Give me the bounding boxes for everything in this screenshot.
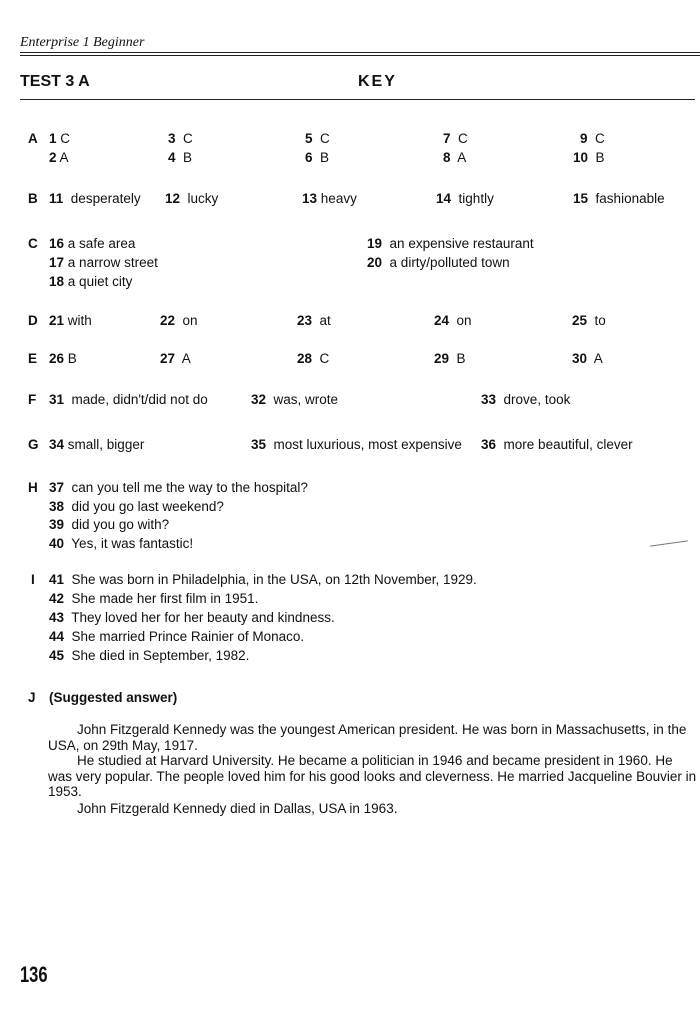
answer-number: 4 bbox=[168, 150, 176, 165]
essay-paragraph: John Fitzgerald Kennedy was the youngest American president. He was born in Massachusetts, in the USA, on 29th May, 1917. bbox=[48, 722, 687, 753]
title-rule bbox=[20, 99, 695, 100]
answer-text: did you go last weekend? bbox=[71, 499, 224, 514]
answer-number: 12 bbox=[165, 191, 181, 206]
answer-item bbox=[49, 480, 308, 496]
answer-item bbox=[165, 191, 218, 207]
answer-text: an expensive restaurant bbox=[389, 236, 534, 251]
answer-number: 23 bbox=[297, 313, 313, 328]
answer-number: 3 bbox=[168, 131, 176, 146]
answer-text: drove, took bbox=[503, 392, 571, 407]
answer-text: at bbox=[319, 313, 331, 328]
answer-item bbox=[49, 517, 169, 533]
answer-item bbox=[434, 351, 466, 367]
answer-number: 37 bbox=[49, 480, 65, 495]
answer-number: 17 bbox=[49, 255, 65, 270]
answer-text: B bbox=[320, 150, 330, 165]
answer-number: 5 bbox=[305, 131, 313, 146]
answer-text: C bbox=[595, 131, 605, 146]
answer-item bbox=[49, 591, 258, 607]
answer-number: 32 bbox=[251, 392, 267, 407]
answer-number: 21 bbox=[49, 313, 65, 328]
answer-item bbox=[443, 150, 466, 166]
answer-number: 34 bbox=[49, 437, 65, 452]
answer-text: A bbox=[593, 351, 603, 366]
answer-item bbox=[49, 499, 224, 515]
answer-number: 39 bbox=[49, 517, 65, 532]
answer-text: a quiet city bbox=[67, 274, 133, 289]
answer-item bbox=[168, 150, 192, 166]
page-number: 136 bbox=[20, 962, 48, 987]
answer-item bbox=[160, 351, 191, 367]
answer-item bbox=[297, 351, 329, 367]
answer-item bbox=[168, 131, 193, 147]
section-label-d: D bbox=[28, 313, 38, 328]
answer-text: to bbox=[594, 313, 606, 328]
answer-item bbox=[49, 274, 132, 290]
answer-text: They loved her for her beauty and kindness. bbox=[71, 610, 335, 625]
answer-item bbox=[481, 437, 633, 453]
answer-item bbox=[49, 610, 335, 626]
answer-text: tightly bbox=[458, 191, 494, 206]
answer-text: Yes, it was fantastic! bbox=[71, 536, 194, 551]
answer-number: 1 bbox=[49, 131, 57, 146]
answer-item bbox=[436, 191, 494, 207]
answer-number: 6 bbox=[305, 150, 313, 165]
answer-item bbox=[49, 351, 77, 367]
answer-number: 16 bbox=[49, 236, 65, 251]
section-label-a: A bbox=[28, 131, 38, 146]
answer-text: C bbox=[183, 131, 193, 146]
answer-item bbox=[580, 131, 605, 147]
answer-text: B bbox=[595, 150, 605, 165]
answer-text: B bbox=[183, 150, 193, 165]
essay-paragraph: John Fitzgerald Kennedy died in Dallas, USA in 1963. bbox=[77, 801, 398, 816]
answer-number: 29 bbox=[434, 351, 450, 366]
header-rule-top bbox=[20, 52, 700, 53]
answer-text: lucky bbox=[187, 191, 219, 206]
key-label: KEY bbox=[358, 73, 397, 90]
answer-number: 28 bbox=[297, 351, 313, 366]
answer-number: 30 bbox=[572, 351, 588, 366]
answer-text: C bbox=[60, 131, 71, 146]
answer-item bbox=[49, 648, 249, 664]
answer-text: a narrow street bbox=[67, 255, 158, 270]
answer-text: was, wrote bbox=[273, 392, 339, 407]
answer-number: 43 bbox=[49, 610, 65, 625]
answer-item bbox=[49, 572, 477, 588]
answer-number: 19 bbox=[367, 236, 383, 251]
essay-paragraph: He studied at Harvard University. He became a politician in 1946 and became president in 1960. He was very popular. The people loved him for his good looks and cleverness. He married Jacqueline Bouvier in 1953. bbox=[48, 753, 697, 799]
answer-text: small, bigger bbox=[67, 437, 145, 452]
answer-item bbox=[572, 313, 606, 329]
answer-text: a safe area bbox=[67, 236, 136, 251]
answer-item bbox=[49, 313, 92, 329]
answer-number: 45 bbox=[49, 648, 65, 663]
answer-item bbox=[49, 536, 193, 552]
answer-text: She was born in Philadelphia, in the USA, on 12th November, 1929. bbox=[71, 572, 477, 587]
answer-text: more beautiful, clever bbox=[503, 437, 633, 452]
answer-text: made, didn't/did not do bbox=[71, 392, 208, 407]
section-label-c: C bbox=[28, 236, 38, 251]
answer-number: 36 bbox=[481, 437, 497, 452]
answer-text: did you go with? bbox=[71, 517, 170, 532]
answer-item bbox=[481, 392, 570, 408]
answer-number: 11 bbox=[49, 191, 64, 206]
section-label-h: H bbox=[28, 480, 38, 495]
answer-number: 27 bbox=[160, 351, 176, 366]
answer-number: 20 bbox=[367, 255, 383, 270]
answer-text: A bbox=[59, 150, 69, 165]
answer-item bbox=[573, 191, 665, 207]
answer-number: 38 bbox=[49, 499, 65, 514]
answer-text: fashionable bbox=[595, 191, 665, 206]
answer-text: She died in September, 1982. bbox=[71, 648, 250, 663]
answer-number: 14 bbox=[436, 191, 452, 206]
answer-item bbox=[297, 313, 331, 329]
section-label-e: E bbox=[28, 351, 38, 366]
section-label-f: F bbox=[28, 392, 37, 407]
answer-number: 2 bbox=[49, 150, 57, 165]
answer-item bbox=[49, 191, 141, 207]
answer-number: 33 bbox=[481, 392, 497, 407]
section-label-j: J bbox=[28, 690, 36, 705]
answer-item bbox=[305, 150, 329, 166]
answer-text: on bbox=[182, 313, 198, 328]
answer-item bbox=[443, 131, 468, 147]
answer-number: 25 bbox=[572, 313, 588, 328]
answer-text: C bbox=[320, 131, 330, 146]
answer-number: 31 bbox=[49, 392, 65, 407]
answer-text: on bbox=[456, 313, 472, 328]
answer-number: 35 bbox=[251, 437, 267, 452]
answer-number: 26 bbox=[49, 351, 65, 366]
answer-item bbox=[251, 437, 462, 453]
answer-number: 15 bbox=[573, 191, 589, 206]
answer-item bbox=[367, 236, 534, 252]
answer-item bbox=[49, 150, 69, 166]
answer-text: A bbox=[457, 150, 467, 165]
answer-text: C bbox=[319, 351, 330, 366]
answer-item bbox=[367, 255, 510, 271]
section-label-i: I bbox=[31, 572, 35, 587]
answer-number: 44 bbox=[49, 629, 65, 644]
answer-number: 9 bbox=[580, 131, 588, 146]
book-title: Enterprise 1 Beginner bbox=[20, 35, 145, 50]
answer-item bbox=[251, 392, 338, 408]
answer-text: B bbox=[67, 351, 77, 366]
answer-item bbox=[49, 629, 304, 645]
answer-text: a dirty/polluted town bbox=[389, 255, 510, 270]
answer-item bbox=[49, 437, 144, 453]
answer-item bbox=[49, 236, 135, 252]
answer-number: 24 bbox=[434, 313, 450, 328]
answer-text: C bbox=[458, 131, 468, 146]
answer-item bbox=[49, 392, 208, 408]
answer-number: 13 bbox=[302, 191, 318, 206]
section-label-g: G bbox=[28, 437, 39, 452]
answer-text: desperately bbox=[70, 191, 141, 206]
answer-text: A bbox=[181, 351, 191, 366]
answer-item bbox=[434, 313, 472, 329]
section-label-b: B bbox=[28, 191, 38, 206]
answer-text: She married Prince Rainier of Monaco. bbox=[71, 629, 305, 644]
answer-text: B bbox=[456, 351, 466, 366]
answer-item bbox=[573, 150, 605, 166]
answer-number: 41 bbox=[49, 572, 65, 587]
answer-number: 40 bbox=[49, 536, 65, 551]
answer-text: heavy bbox=[320, 191, 357, 206]
answer-number: 42 bbox=[49, 591, 65, 606]
answer-item bbox=[572, 351, 603, 367]
test-title: TEST 3 A bbox=[20, 73, 90, 90]
answer-item bbox=[49, 255, 158, 271]
answer-text: She made her first film in 1951. bbox=[71, 591, 259, 606]
answer-item bbox=[305, 131, 330, 147]
section-j-heading: (Suggested answer) bbox=[49, 690, 178, 705]
answer-text: most luxurious, most expensive bbox=[273, 437, 462, 452]
answer-item bbox=[49, 131, 70, 147]
answer-number: 8 bbox=[443, 150, 451, 165]
answer-item bbox=[160, 313, 198, 329]
answer-text: can you tell me the way to the hospital? bbox=[71, 480, 308, 495]
header-rule-bottom bbox=[20, 55, 700, 56]
answer-item bbox=[302, 191, 357, 207]
answer-number: 22 bbox=[160, 313, 176, 328]
answer-number: 7 bbox=[443, 131, 451, 146]
answer-number: 10 bbox=[573, 150, 589, 165]
pen-mark bbox=[650, 540, 688, 546]
answer-text: with bbox=[67, 313, 92, 328]
answer-number: 18 bbox=[49, 274, 65, 289]
